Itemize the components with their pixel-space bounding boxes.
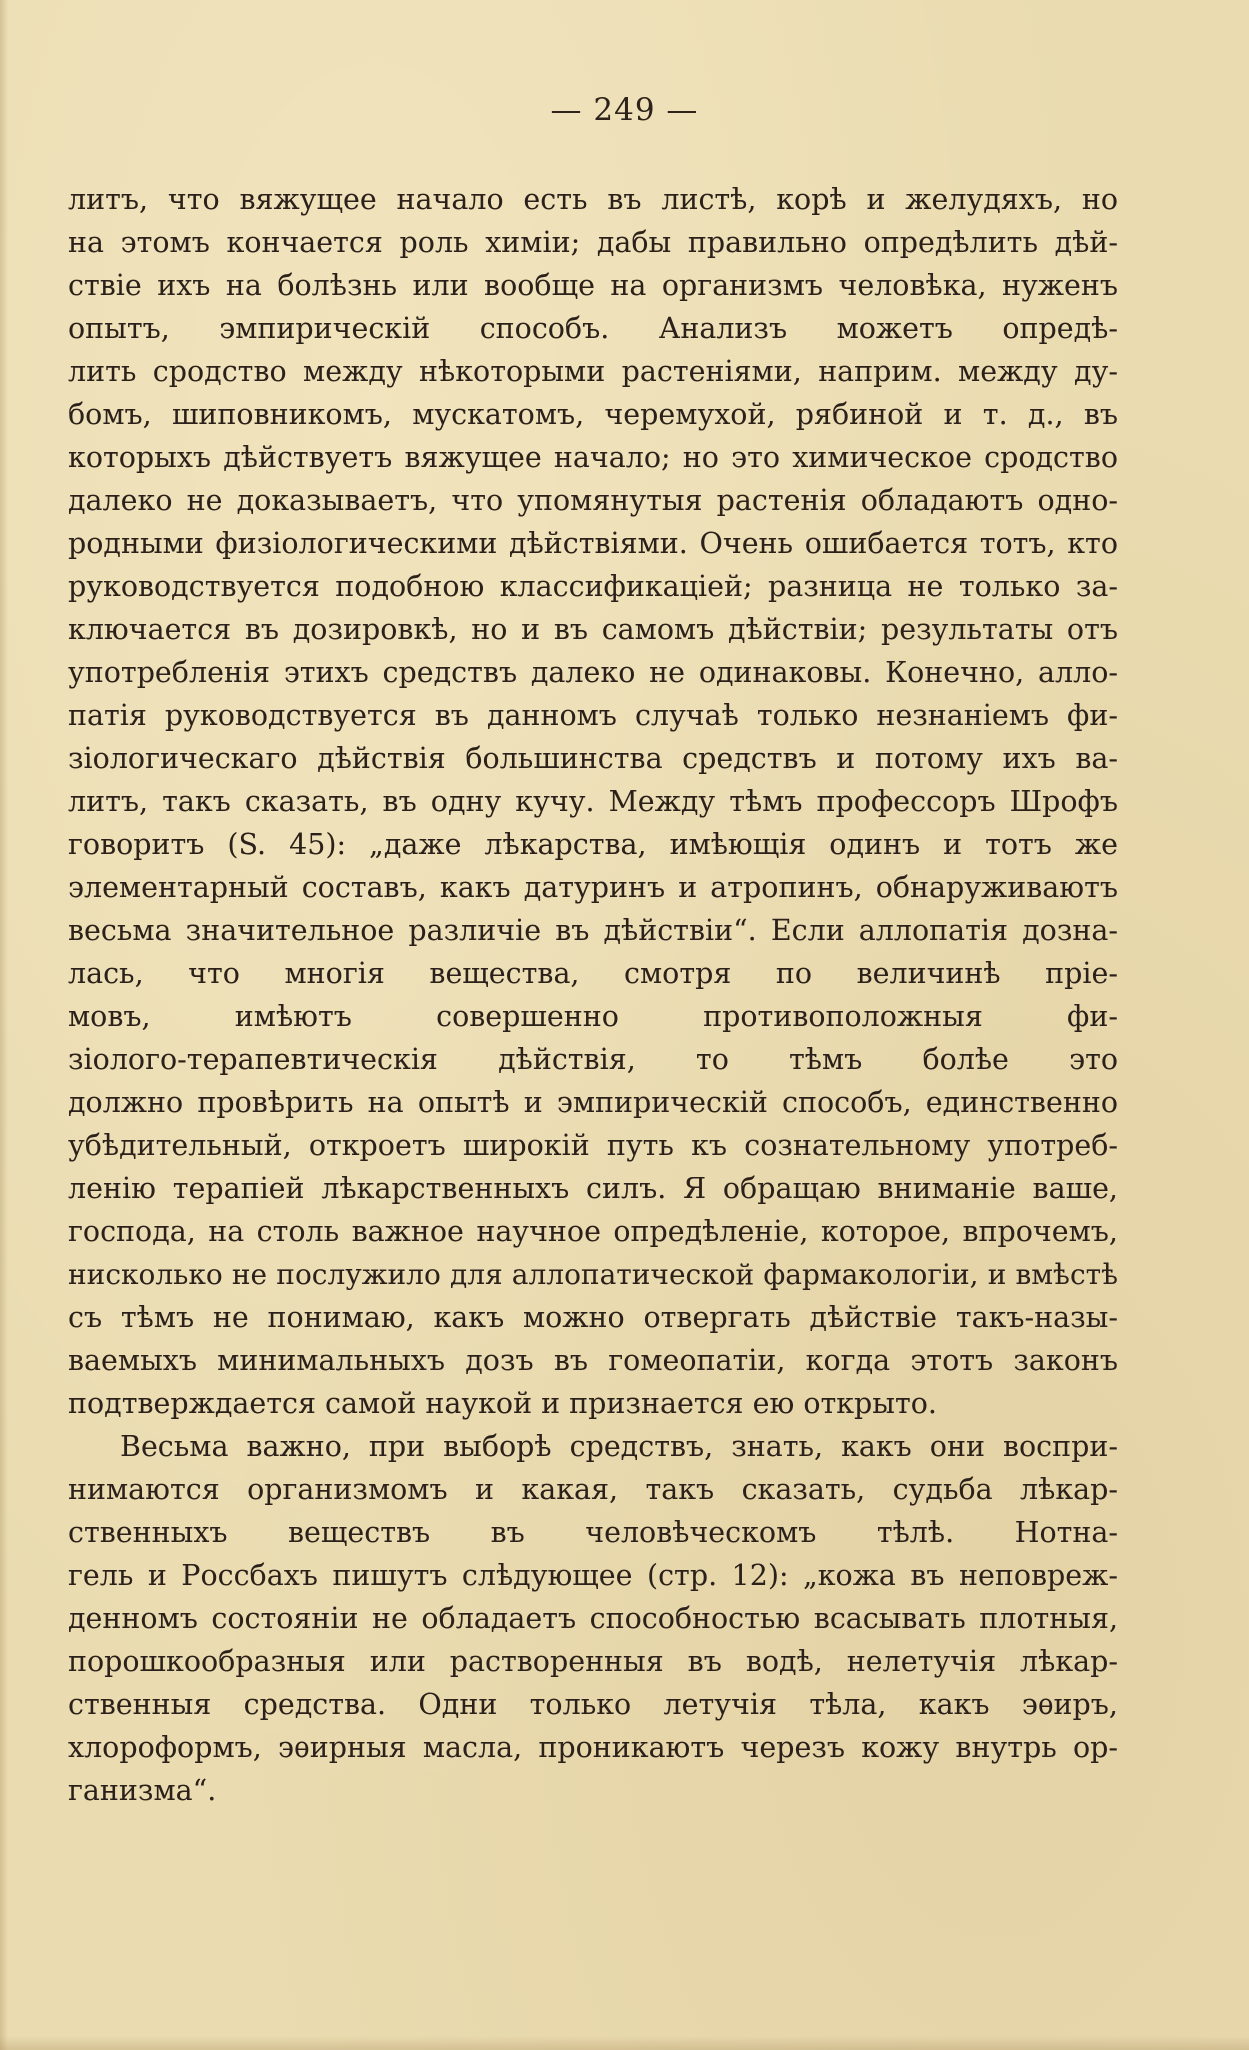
text-line: съ тѣмъ не понимаю, какъ можно отвергать дѣйствіе такъ-назы- (68, 1301, 1118, 1334)
text-line: руководствуется подобною классификацiей; разница не только за- (68, 570, 1118, 603)
text-line: зіолого-терапевтическія дѣйствія, то тѣмъ болѣе это (68, 1043, 1118, 1076)
text-line: ваемыхъ минимальныхъ дозъ въ гомеопатіи, когда этотъ законъ (68, 1344, 1118, 1377)
text-line: весьма значительное различіе въ дѣйствіи“. Если аллопатія дозна- (68, 914, 1118, 947)
text-line: нисколько не послужило для аллопатической фармакологіи, и вмѣстѣ (68, 1258, 1118, 1291)
text-line: господа, на столь важное научное опредѣленіе, которое, впрочемъ, (68, 1215, 1118, 1248)
text-line: гель и Россбахъ пишутъ слѣдующее (стр. 12): „кожа въ неповреж- (68, 1559, 1118, 1592)
text-line: на этомъ кончается роль химіи; дабы правильно опредѣлить дѣй- (68, 226, 1118, 259)
text-line: литъ, такъ сказать, въ одну кучу. Между тѣмъ профессоръ Шрофъ (68, 785, 1118, 818)
text-line: Весьма важно, при выборѣ средствъ, знать, какъ они воспри- (120, 1430, 1118, 1463)
text-line: зіологическаго дѣйствія большинства средствъ и потому ихъ ва- (68, 742, 1118, 775)
text-line: ствіе ихъ на болѣзнь или вообще на организмъ человѣка, нуженъ (68, 269, 1118, 302)
text-line: употребленія этихъ средствъ далеко не одинаковы. Конечно, алло- (68, 656, 1118, 689)
text-line: ственныя средства. Одни только летучія тѣла, какъ эѳиръ, (68, 1688, 1118, 1721)
text-line: нимаются организмомъ и какая, такъ сказать, судьба лѣкар- (68, 1473, 1118, 1506)
text-line: опытъ, эмпирическій способъ. Анализъ можетъ опредѣ- (68, 312, 1118, 345)
text-line: лась, что многія вещества, смотря по величинѣ пріе- (68, 957, 1118, 990)
text-line: элементарный составъ, какъ датуринъ и атропинъ, обнаруживаютъ (68, 871, 1118, 904)
text-line: денномъ состояніи не обладаетъ способностью всасывать плотныя, (68, 1602, 1118, 1635)
text-line: говоритъ (S. 45): „даже лѣкарства, имѣющія одинъ и тотъ же (68, 828, 1118, 861)
text-line: должно провѣрить на опытѣ и эмпирическій способъ, единственно (68, 1086, 1118, 1119)
page-edge-shadow (0, 0, 8, 2050)
text-line: литъ, что вяжущее начало есть въ листѣ, корѣ и желудяхъ, но (68, 183, 1118, 216)
text-line: лить сродство между нѣкоторыми растеніями, наприм. между ду- (68, 355, 1118, 388)
text-line: хлороформъ, эѳирныя масла, проникаютъ черезъ кожу внутрь ор- (68, 1731, 1118, 1764)
page-bottom-shadow (0, 2036, 1249, 2050)
text-line: порошкообразныя или растворенныя въ водѣ, нелетучія лѣкар- (68, 1645, 1118, 1678)
body-text (68, 178, 1118, 1812)
text-line: ганизма“. (68, 1774, 217, 1807)
text-line: ключается въ дозировкѣ, но и въ самомъ дѣйствіи; результаты отъ (68, 613, 1118, 646)
text-line: убѣдительный, откроетъ широкій путь къ сознательному употреб- (68, 1129, 1118, 1162)
text-line: ственныхъ веществъ въ человѣческомъ тѣлѣ. Нотна- (68, 1516, 1118, 1549)
text-line: бомъ, шиповникомъ, мускатомъ, черемухой, рябиной и т. д., въ (68, 398, 1118, 431)
text-line: патія руководствуется въ данномъ случаѣ только незнаніемъ фи- (68, 699, 1118, 732)
text-line: подтверждается самой наукой и признается ею открыто. (68, 1387, 937, 1420)
text-line: родными физіологическими дѣйствіями. Очень ошибается тотъ, кто (68, 527, 1118, 560)
text-line: далеко не доказываетъ, что упомянутыя растенія обладаютъ одно- (68, 484, 1118, 517)
page-number: — 249 — (550, 92, 699, 128)
text-line: мовъ, имѣютъ совершенно противоположныя фи- (68, 1000, 1118, 1033)
text-line: ленію терапіей лѣкарственныхъ силъ. Я обращаю вниманіе ваше, (68, 1172, 1118, 1205)
text-line: которыхъ дѣйствуетъ вяжущее начало; но это химическое сродство (68, 441, 1118, 474)
